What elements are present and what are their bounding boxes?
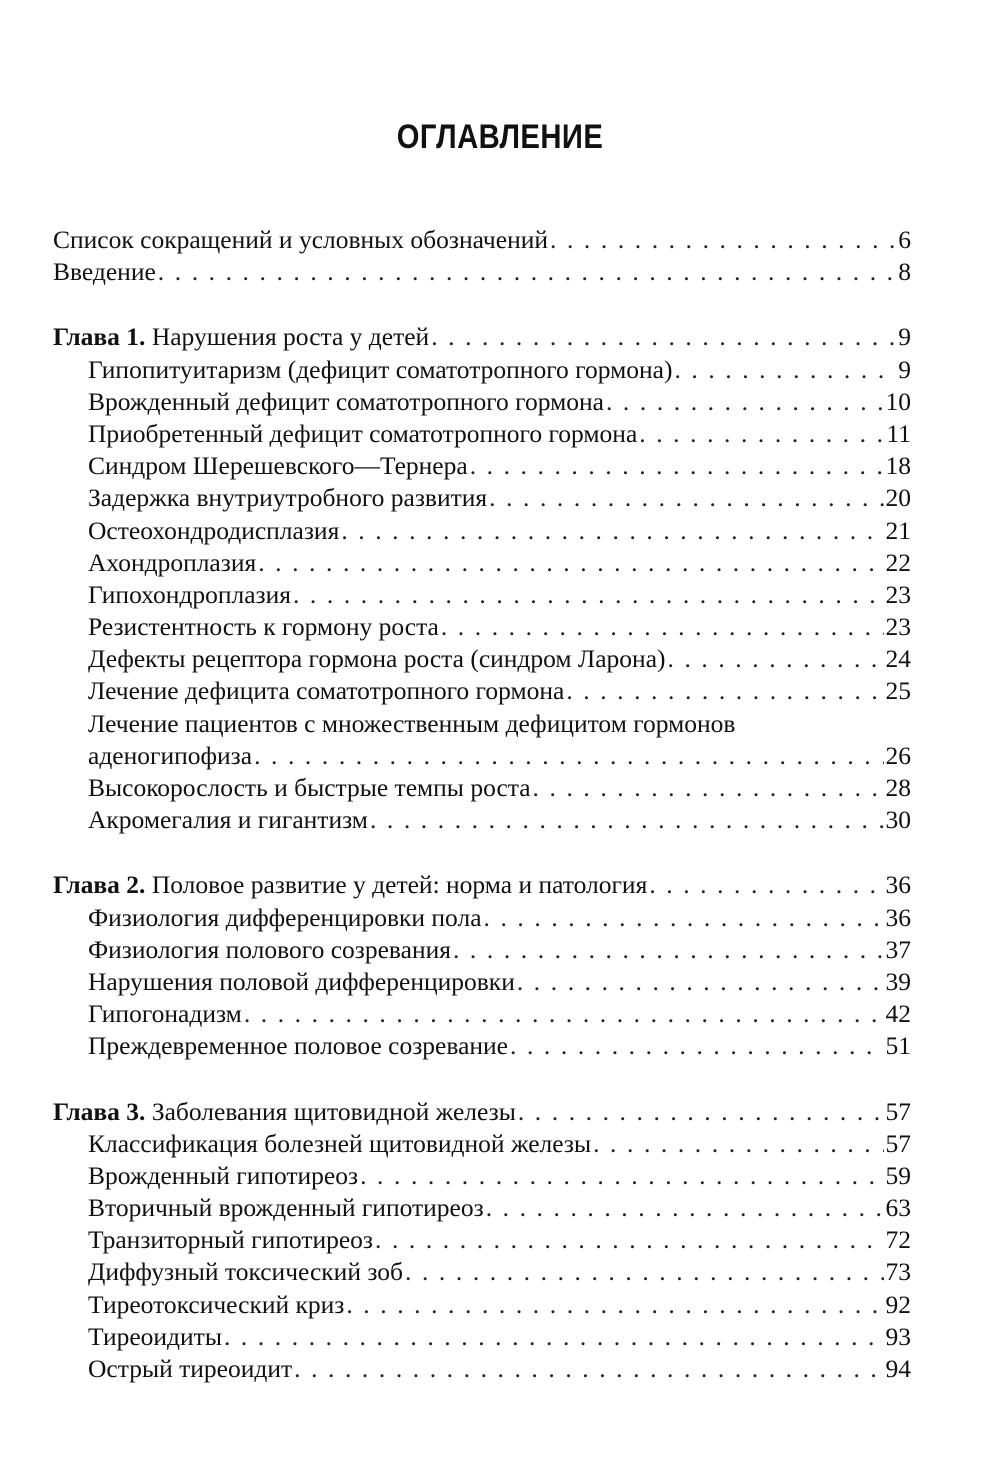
toc-entry: [53, 1030, 911, 1062]
toc-entry: [53, 1160, 911, 1192]
toc-entry-label: Лечение дефицита соматотропного гормона: [88, 676, 565, 706]
toc-entry-label: Гипопитуитаризм (дефицит соматотропного гормона): [88, 354, 673, 384]
toc-page-number: 36: [885, 902, 911, 932]
toc-page-number: 59: [885, 1160, 911, 1190]
toc-page-number: 10: [885, 386, 911, 416]
toc-entry-label: Список сокращений и условных обозначений: [53, 225, 549, 254]
leader-dots: [294, 1353, 883, 1385]
leader-dots: [441, 611, 884, 643]
toc-entry-label: Приобретенный дефицит соматотропного гормона: [88, 418, 638, 448]
toc-entry-label: Гипогонадизм: [88, 999, 242, 1029]
toc-page-number: 94: [885, 1354, 911, 1383]
toc-page-number: 51: [885, 1031, 911, 1061]
toc-page-number: 24: [885, 644, 911, 674]
toc-entry-label: Синдром Шерешевского—Тернера: [88, 451, 468, 481]
toc-page-number: 18: [885, 451, 911, 481]
chapter-title: Заболевания щитовидной железы: [145, 1096, 516, 1126]
toc-page-number: 92: [885, 1289, 911, 1319]
toc-entry: [53, 611, 911, 643]
toc-entry: [53, 1192, 911, 1224]
toc-entry-label: Задержка внутриутробного развития: [88, 483, 488, 513]
toc-entry: [53, 902, 911, 934]
leader-dots: [224, 1321, 884, 1353]
leader-dots: [453, 934, 884, 966]
toc-entry-label: Врожденный дефицит соматотропного гормона: [88, 386, 604, 416]
toc-entry-label: Ахондроплазия: [88, 547, 257, 577]
chapter-number: Глава 3.: [53, 1096, 146, 1126]
toc-chapter-3: [53, 1096, 911, 1386]
toc-entry-label: Остеохондродисплазия: [88, 515, 340, 545]
toc-page-number: 73: [885, 1257, 911, 1287]
toc-page-number: 21: [885, 515, 911, 545]
toc-entry: [53, 998, 911, 1030]
toc-entry-label-line1: Лечение пациентов с множественным дефицитом гормонов: [88, 708, 736, 738]
toc-page-number: 25: [885, 676, 911, 706]
toc-entry-label: Преждевременное половое созревание: [88, 1031, 509, 1061]
leader-dots: [431, 321, 896, 353]
leader-dots: [158, 256, 896, 288]
toc-entry-label: Акромегалия и гигантизм: [88, 805, 368, 835]
toc-entry: [53, 1256, 911, 1288]
toc-entry-label: Резистентность к гормону роста: [88, 612, 439, 642]
toc-page-number: 36: [885, 870, 911, 900]
chapter-number: Глава 2.: [53, 870, 146, 900]
chapter-number: Глава 1.: [53, 322, 146, 352]
toc-page-number: 22: [885, 547, 911, 577]
toc-entry: [53, 675, 911, 707]
leader-dots: [341, 515, 883, 547]
toc-entry: [53, 1353, 911, 1385]
leader-dots: [593, 1128, 883, 1160]
toc-page-number: 28: [885, 773, 911, 802]
toc-entry: [53, 966, 911, 998]
toc-entry: [53, 804, 911, 836]
toc-page-number: 26: [885, 740, 911, 770]
chapter-heading-label: [53, 869, 647, 901]
toc-entry-label: Тиреотоксический криз: [88, 1289, 345, 1319]
toc-entry-label: Острый тиреоидит: [88, 1354, 293, 1383]
toc-entry-label: Гипохондроплазия: [88, 579, 291, 609]
chapter-title: Нарушения роста у детей: [145, 322, 430, 352]
leader-dots: [346, 1289, 883, 1321]
toc-entry-label: Тиреоидиты: [88, 1321, 222, 1351]
leader-dots: [254, 740, 883, 772]
leader-dots: [550, 224, 896, 256]
toc-page-number: 6: [898, 225, 911, 254]
toc-page-number: 9: [898, 322, 911, 352]
leader-dots: [244, 998, 884, 1030]
toc-entry: [53, 256, 911, 288]
toc-entry-label: Введение: [53, 257, 156, 287]
toc-entry-label: Вторичный врожденный гипотиреоз: [88, 1193, 484, 1223]
toc-page-number: 30: [885, 805, 911, 835]
leader-dots: [510, 1030, 883, 1062]
toc-chapter-1: [53, 321, 911, 836]
toc-chapter-2: [53, 869, 911, 1062]
leader-dots: [489, 482, 883, 514]
toc-page-number: 42: [885, 999, 911, 1029]
toc-entry: [53, 934, 911, 966]
toc-entry: [53, 772, 911, 804]
toc-entry-label: Классификация болезней щитовидной железы: [88, 1128, 592, 1158]
toc-entry-label: Высокорослость и быстрые темпы роста: [88, 773, 531, 802]
toc-entry: [53, 386, 911, 418]
toc-entry: [53, 579, 911, 611]
toc-entry: [53, 482, 911, 514]
toc-page-number: 37: [885, 934, 911, 964]
toc-entry-label: Физиология полового созревания: [88, 934, 451, 964]
toc-entry: [53, 740, 911, 772]
leader-dots: [668, 643, 884, 675]
leader-dots: [370, 804, 884, 836]
chapter-heading-label: [53, 321, 429, 353]
toc-entry: [53, 450, 911, 482]
toc-entry: [53, 1224, 911, 1256]
chapter-heading: [53, 1096, 911, 1128]
toc-entry-label-line2: аденогипофиза: [88, 740, 253, 770]
toc-page-number: 72: [885, 1225, 911, 1255]
toc-entry-label: Физиология дифференцировки пола: [88, 902, 482, 932]
leader-dots: [470, 450, 884, 482]
leader-dots: [649, 869, 883, 901]
toc-page-number: 39: [885, 966, 911, 996]
chapter-heading: [53, 321, 911, 353]
toc-page-number: 23: [885, 612, 911, 642]
chapter-heading: [53, 869, 911, 901]
chapter-title: Половое развитие у детей: норма и патология: [145, 870, 648, 900]
table-of-contents: [53, 224, 911, 1418]
toc-front-matter: [53, 224, 911, 288]
leader-dots: [375, 1224, 884, 1256]
leader-dots: [517, 966, 884, 998]
leader-dots: [486, 1192, 884, 1224]
leader-dots: [258, 547, 883, 579]
toc-entry-label: Нарушения половой дифференцировки: [88, 966, 515, 996]
leader-dots: [360, 1160, 883, 1192]
toc-entry: [53, 1128, 911, 1160]
chapter-heading-label: [53, 1096, 516, 1128]
toc-page-number: 93: [885, 1321, 911, 1351]
toc-page-number: 57: [885, 1096, 911, 1126]
toc-page-number: 9: [898, 354, 911, 384]
leader-dots: [518, 1096, 884, 1128]
leader-dots: [405, 1256, 883, 1288]
toc-entry-label: Врожденный гипотиреоз: [88, 1160, 359, 1190]
leader-dots: [293, 579, 884, 611]
leader-dots: [674, 354, 896, 386]
toc-entry-label: Дефекты рецептора гормона роста (синдром Ларона): [88, 644, 666, 674]
toc-entry: [53, 515, 911, 547]
toc-entry: [53, 643, 911, 675]
toc-entry: [53, 1321, 911, 1353]
toc-entry: [53, 224, 911, 256]
leader-dots: [484, 902, 884, 934]
toc-page-number: 20: [885, 483, 911, 513]
leader-dots: [533, 772, 884, 804]
page-title: ОГЛАВЛЕНИЕ: [396, 118, 604, 156]
toc-page-number: 8: [898, 257, 911, 287]
toc-page-number: 11: [886, 418, 911, 448]
toc-entry: [53, 354, 911, 386]
toc-entry: [53, 547, 911, 579]
leader-dots: [606, 386, 884, 418]
toc-page-number: 57: [885, 1128, 911, 1158]
toc-entry: [53, 418, 911, 450]
toc-entry: [53, 1289, 911, 1321]
toc-page-number: 23: [885, 579, 911, 609]
toc-page-number: 63: [885, 1193, 911, 1223]
leader-dots: [566, 675, 883, 707]
toc-entry-label: Транзиторный гипотиреоз: [88, 1225, 373, 1255]
leader-dots: [639, 418, 884, 450]
toc-entry-label: Диффузный токсический зоб: [88, 1257, 404, 1287]
